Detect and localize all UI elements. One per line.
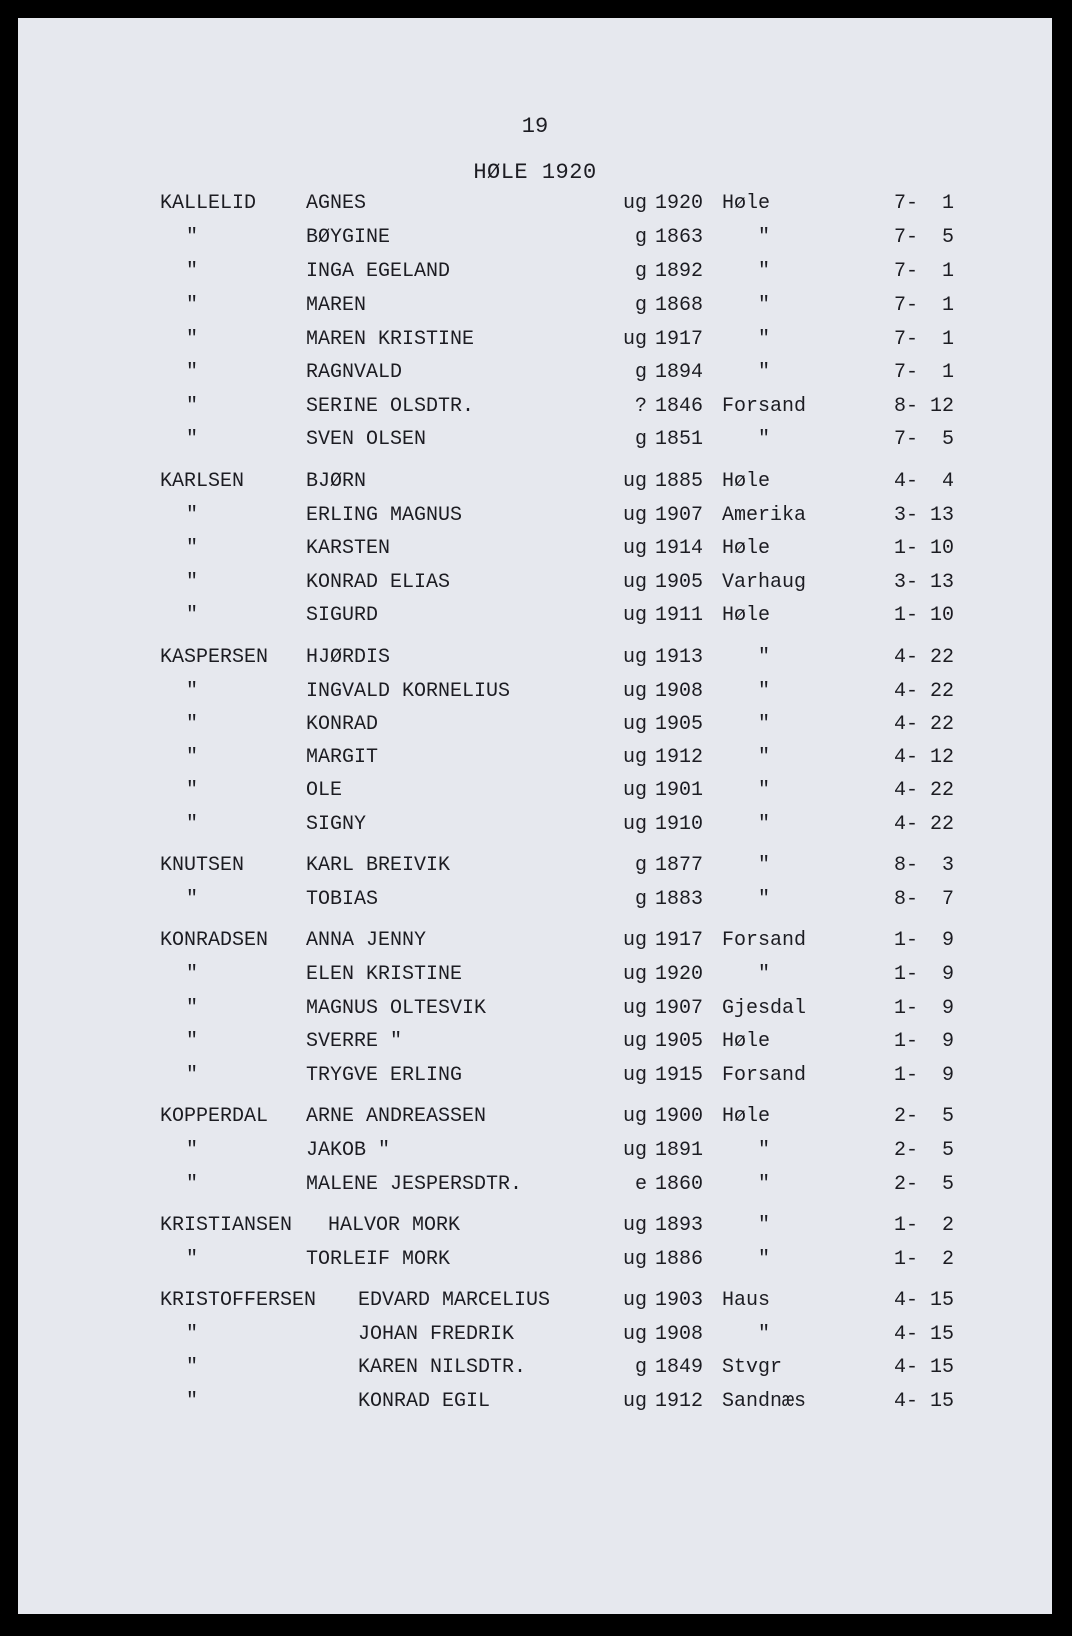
- birthplace-cell: Høle: [722, 537, 771, 560]
- marital-status-cell: g: [634, 854, 647, 877]
- reference-cell: 4- 22: [893, 713, 954, 736]
- given-name-cell: KONRAD EGIL: [358, 1390, 491, 1413]
- marital-status-cell: ug: [622, 1323, 647, 1346]
- surname-cell: KONRADSEN: [160, 929, 269, 952]
- birth-year-cell: 1900: [655, 1105, 704, 1128]
- birthplace-cell: ": [758, 260, 771, 283]
- table-row: [18, 963, 1052, 993]
- marital-status-cell: g: [634, 1356, 647, 1379]
- marital-status-cell: ug: [622, 1248, 647, 1271]
- marital-status-cell: ug: [622, 746, 647, 769]
- surname-cell: ": [186, 746, 199, 769]
- reference-cell: 4- 15: [893, 1289, 954, 1312]
- birthplace-cell: ": [758, 713, 771, 736]
- surname-cell: KRISTIANSEN: [160, 1214, 293, 1237]
- reference-cell: 7- 1: [893, 294, 954, 317]
- table-row: [18, 504, 1052, 534]
- surname-cell: ": [186, 1356, 199, 1379]
- given-name-cell: MAREN: [306, 294, 367, 317]
- birth-year-cell: 1912: [655, 746, 704, 769]
- given-name-cell: MAREN KRISTINE: [306, 328, 475, 351]
- reference-cell: 2- 5: [893, 1139, 954, 1162]
- birth-year-cell: 1920: [655, 963, 704, 986]
- given-name-cell: ANNA JENNY: [306, 929, 427, 952]
- birthplace-cell: Stvgr: [722, 1356, 783, 1379]
- table-row: [18, 571, 1052, 601]
- table-row: [18, 470, 1052, 500]
- reference-cell: 4- 22: [893, 813, 954, 836]
- surname-cell: ": [186, 1323, 199, 1346]
- table-row: [18, 294, 1052, 324]
- birth-year-cell: 1910: [655, 813, 704, 836]
- birthplace-cell: ": [758, 1323, 771, 1346]
- given-name-cell: TOBIAS: [306, 888, 379, 911]
- surname-cell: ": [186, 328, 199, 351]
- birthplace-cell: ": [758, 428, 771, 451]
- birth-year-cell: 1886: [655, 1248, 704, 1271]
- marital-status-cell: g: [634, 361, 647, 384]
- page-title: HØLE 1920: [473, 160, 597, 185]
- surname-cell: ": [186, 779, 199, 802]
- marital-status-cell: ug: [622, 604, 647, 627]
- given-name-cell: TRYGVE ERLING: [306, 1064, 463, 1087]
- reference-cell: 8- 12: [893, 395, 954, 418]
- reference-cell: 1- 9: [893, 997, 954, 1020]
- reference-cell: 4- 22: [893, 779, 954, 802]
- reference-cell: 1- 9: [893, 1064, 954, 1087]
- birth-year-cell: 1894: [655, 361, 704, 384]
- given-name-cell: KAREN NILSDTR.: [358, 1356, 527, 1379]
- marital-status-cell: ug: [622, 504, 647, 527]
- birthplace-cell: Høle: [722, 604, 771, 627]
- table-row: [18, 1390, 1052, 1420]
- birthplace-cell: ": [758, 779, 771, 802]
- marital-status-cell: ug: [622, 571, 647, 594]
- birthplace-cell: ": [758, 1214, 771, 1237]
- reference-cell: 7- 5: [893, 226, 954, 249]
- given-name-cell: SVERRE ": [306, 1030, 403, 1053]
- surname-cell: KASPERSEN: [160, 646, 269, 669]
- reference-cell: 1- 9: [893, 963, 954, 986]
- reference-cell: 1- 9: [893, 1030, 954, 1053]
- surname-cell: ": [186, 294, 199, 317]
- marital-status-cell: ug: [622, 537, 647, 560]
- marital-status-cell: g: [634, 260, 647, 283]
- birthplace-cell: ": [758, 888, 771, 911]
- birthplace-cell: Høle: [722, 192, 771, 215]
- given-name-cell: SIGNY: [306, 813, 367, 836]
- marital-status-cell: e: [634, 1173, 647, 1196]
- given-name-cell: KONRAD: [306, 713, 379, 736]
- birthplace-cell: Haus: [722, 1289, 771, 1312]
- given-name-cell: ELEN KRISTINE: [306, 963, 463, 986]
- surname-cell: ": [186, 504, 199, 527]
- reference-cell: 1- 10: [893, 604, 954, 627]
- surname-cell: ": [186, 997, 199, 1020]
- reference-cell: 1- 9: [893, 929, 954, 952]
- table-row: [18, 713, 1052, 743]
- birth-year-cell: 1914: [655, 537, 704, 560]
- birth-year-cell: 1877: [655, 854, 704, 877]
- birthplace-cell: ": [758, 361, 771, 384]
- given-name-cell: MARGIT: [306, 746, 379, 769]
- marital-status-cell: g: [634, 294, 647, 317]
- reference-cell: 8- 3: [893, 854, 954, 877]
- table-row: [18, 1323, 1052, 1353]
- table-row: [18, 1173, 1052, 1203]
- birthplace-cell: ": [758, 1173, 771, 1196]
- reference-cell: 7- 1: [893, 361, 954, 384]
- birthplace-cell: Gjesdal: [722, 997, 807, 1020]
- surname-cell: ": [186, 1248, 199, 1271]
- marital-status-cell: ug: [622, 813, 647, 836]
- table-row: [18, 1214, 1052, 1244]
- table-row: [18, 328, 1052, 358]
- table-row: [18, 1289, 1052, 1319]
- marital-status-cell: g: [634, 226, 647, 249]
- reference-cell: 3- 13: [893, 504, 954, 527]
- given-name-cell: SVEN OLSEN: [306, 428, 427, 451]
- reference-cell: 1- 2: [893, 1214, 954, 1237]
- birth-year-cell: 1883: [655, 888, 704, 911]
- birth-year-cell: 1915: [655, 1064, 704, 1087]
- given-name-cell: INGVALD KORNELIUS: [306, 680, 511, 703]
- surname-cell: ": [186, 1173, 199, 1196]
- surname-cell: ": [186, 226, 199, 249]
- birth-year-cell: 1849: [655, 1356, 704, 1379]
- birthplace-cell: Høle: [722, 1030, 771, 1053]
- marital-status-cell: g: [634, 888, 647, 911]
- table-row: [18, 395, 1052, 425]
- reference-cell: 7- 5: [893, 428, 954, 451]
- birthplace-cell: Sandnæs: [722, 1390, 807, 1413]
- birth-year-cell: 1912: [655, 1390, 704, 1413]
- reference-cell: 7- 1: [893, 192, 954, 215]
- marital-status-cell: ug: [622, 1139, 647, 1162]
- given-name-cell: OLE: [306, 779, 343, 802]
- reference-cell: 2- 5: [893, 1105, 954, 1128]
- given-name-cell: MAGNUS OLTESVIK: [306, 997, 487, 1020]
- table-row: [18, 537, 1052, 567]
- marital-status-cell: ug: [622, 192, 647, 215]
- given-name-cell: MALENE JESPERSDTR.: [306, 1173, 523, 1196]
- surname-cell: KARLSEN: [160, 470, 245, 493]
- surname-cell: ": [186, 604, 199, 627]
- birthplace-cell: ": [758, 294, 771, 317]
- birth-year-cell: 1851: [655, 428, 704, 451]
- birthplace-cell: Høle: [722, 470, 771, 493]
- table-row: [18, 192, 1052, 222]
- surname-cell: ": [186, 1139, 199, 1162]
- table-row: [18, 1064, 1052, 1094]
- marital-status-cell: ug: [622, 997, 647, 1020]
- birth-year-cell: 1913: [655, 646, 704, 669]
- table-row: [18, 646, 1052, 676]
- given-name-cell: KARL BREIVIK: [306, 854, 451, 877]
- table-row: [18, 680, 1052, 710]
- reference-cell: 4- 12: [893, 746, 954, 769]
- birth-year-cell: 1863: [655, 226, 704, 249]
- surname-cell: ": [186, 571, 199, 594]
- marital-status-cell: ug: [622, 1214, 647, 1237]
- birthplace-cell: Forsand: [722, 395, 807, 418]
- birth-year-cell: 1917: [655, 328, 704, 351]
- birth-year-cell: 1891: [655, 1139, 704, 1162]
- reference-cell: 8- 7: [893, 888, 954, 911]
- surname-cell: ": [186, 680, 199, 703]
- surname-cell: ": [186, 1390, 199, 1413]
- birthplace-cell: ": [758, 746, 771, 769]
- surname-cell: KRISTOFFERSEN: [160, 1289, 317, 1312]
- table-row: [18, 854, 1052, 884]
- surname-cell: KOPPERDAL: [160, 1105, 269, 1128]
- surname-cell: ": [186, 813, 199, 836]
- birth-year-cell: 1911: [655, 604, 704, 627]
- marital-status-cell: ug: [622, 1390, 647, 1413]
- marital-status-cell: ug: [622, 1030, 647, 1053]
- birthplace-cell: Forsand: [722, 929, 807, 952]
- given-name-cell: HJØRDIS: [306, 646, 391, 669]
- given-name-cell: ERLING MAGNUS: [306, 504, 463, 527]
- table-row: [18, 746, 1052, 776]
- surname-cell: ": [186, 1064, 199, 1087]
- table-row: [18, 1105, 1052, 1135]
- given-name-cell: BØYGINE: [306, 226, 391, 249]
- birthplace-cell: ": [758, 226, 771, 249]
- given-name-cell: HALVOR MORK: [328, 1214, 461, 1237]
- surname-cell: ": [186, 395, 199, 418]
- given-name-cell: RAGNVALD: [306, 361, 403, 384]
- given-name-cell: AGNES: [306, 192, 367, 215]
- birth-year-cell: 1903: [655, 1289, 704, 1312]
- marital-status-cell: ug: [622, 328, 647, 351]
- reference-cell: 4- 15: [893, 1356, 954, 1379]
- table-row: [18, 779, 1052, 809]
- birth-year-cell: 1846: [655, 395, 704, 418]
- birth-year-cell: 1868: [655, 294, 704, 317]
- given-name-cell: JOHAN FREDRIK: [358, 1323, 515, 1346]
- reference-cell: 4- 15: [893, 1323, 954, 1346]
- table-row: [18, 929, 1052, 959]
- birth-year-cell: 1907: [655, 997, 704, 1020]
- reference-cell: 4- 4: [893, 470, 954, 493]
- surname-cell: ": [186, 361, 199, 384]
- birth-year-cell: 1893: [655, 1214, 704, 1237]
- birthplace-cell: ": [758, 963, 771, 986]
- marital-status-cell: ug: [622, 779, 647, 802]
- birth-year-cell: 1920: [655, 192, 704, 215]
- reference-cell: 3- 13: [893, 571, 954, 594]
- table-row: [18, 1356, 1052, 1386]
- marital-status-cell: ug: [622, 929, 647, 952]
- birthplace-cell: ": [758, 854, 771, 877]
- table-row: [18, 604, 1052, 634]
- birthplace-cell: Høle: [722, 1105, 771, 1128]
- reference-cell: 7- 1: [893, 328, 954, 351]
- table-row: [18, 1030, 1052, 1060]
- birth-year-cell: 1907: [655, 504, 704, 527]
- birthplace-cell: ": [758, 1139, 771, 1162]
- given-name-cell: SIGURD: [306, 604, 379, 627]
- birthplace-cell: ": [758, 646, 771, 669]
- surname-cell: KNUTSEN: [160, 854, 245, 877]
- given-name-cell: BJØRN: [306, 470, 367, 493]
- marital-status-cell: ?: [634, 395, 647, 418]
- surname-cell: KALLELID: [160, 192, 257, 215]
- surname-cell: ": [186, 963, 199, 986]
- birth-year-cell: 1908: [655, 680, 704, 703]
- marital-status-cell: ug: [622, 713, 647, 736]
- birthplace-cell: Varhaug: [722, 571, 807, 594]
- document-page: [18, 18, 1052, 1614]
- birthplace-cell: Forsand: [722, 1064, 807, 1087]
- reference-cell: 1- 2: [893, 1248, 954, 1271]
- birth-year-cell: 1860: [655, 1173, 704, 1196]
- reference-cell: 1- 10: [893, 537, 954, 560]
- surname-cell: ": [186, 537, 199, 560]
- given-name-cell: JAKOB ": [306, 1139, 391, 1162]
- birthplace-cell: ": [758, 813, 771, 836]
- given-name-cell: ARNE ANDREASSEN: [306, 1105, 487, 1128]
- surname-cell: ": [186, 713, 199, 736]
- table-row: [18, 226, 1052, 256]
- marital-status-cell: ug: [622, 646, 647, 669]
- marital-status-cell: ug: [622, 1289, 647, 1312]
- given-name-cell: KARSTEN: [306, 537, 391, 560]
- birth-year-cell: 1905: [655, 571, 704, 594]
- given-name-cell: EDVARD MARCELIUS: [358, 1289, 551, 1312]
- marital-status-cell: ug: [622, 1105, 647, 1128]
- birthplace-cell: ": [758, 328, 771, 351]
- birth-year-cell: 1905: [655, 1030, 704, 1053]
- reference-cell: 2- 5: [893, 1173, 954, 1196]
- reference-cell: 4- 22: [893, 646, 954, 669]
- surname-cell: ": [186, 888, 199, 911]
- table-row: [18, 428, 1052, 458]
- birth-year-cell: 1901: [655, 779, 704, 802]
- marital-status-cell: ug: [622, 963, 647, 986]
- marital-status-cell: g: [634, 428, 647, 451]
- birthplace-cell: ": [758, 1248, 771, 1271]
- birth-year-cell: 1892: [655, 260, 704, 283]
- surname-cell: ": [186, 428, 199, 451]
- birth-year-cell: 1908: [655, 1323, 704, 1346]
- marital-status-cell: ug: [622, 680, 647, 703]
- given-name-cell: KONRAD ELIAS: [306, 571, 451, 594]
- birthplace-cell: ": [758, 680, 771, 703]
- given-name-cell: INGA EGELAND: [306, 260, 451, 283]
- reference-cell: 4- 22: [893, 680, 954, 703]
- table-row: [18, 1139, 1052, 1169]
- marital-status-cell: ug: [622, 1064, 647, 1087]
- birthplace-cell: Amerika: [722, 504, 807, 527]
- table-row: [18, 888, 1052, 918]
- birth-year-cell: 1917: [655, 929, 704, 952]
- surname-cell: ": [186, 1030, 199, 1053]
- reference-cell: 4- 15: [893, 1390, 954, 1413]
- page-number: 19: [521, 114, 549, 139]
- marital-status-cell: ug: [622, 470, 647, 493]
- given-name-cell: SERINE OLSDTR.: [306, 395, 475, 418]
- table-row: [18, 260, 1052, 290]
- table-row: [18, 361, 1052, 391]
- birth-year-cell: 1905: [655, 713, 704, 736]
- table-row: [18, 997, 1052, 1027]
- table-row: [18, 813, 1052, 843]
- table-row: [18, 1248, 1052, 1278]
- surname-cell: ": [186, 260, 199, 283]
- given-name-cell: TORLEIF MORK: [306, 1248, 451, 1271]
- reference-cell: 7- 1: [893, 260, 954, 283]
- birth-year-cell: 1885: [655, 470, 704, 493]
